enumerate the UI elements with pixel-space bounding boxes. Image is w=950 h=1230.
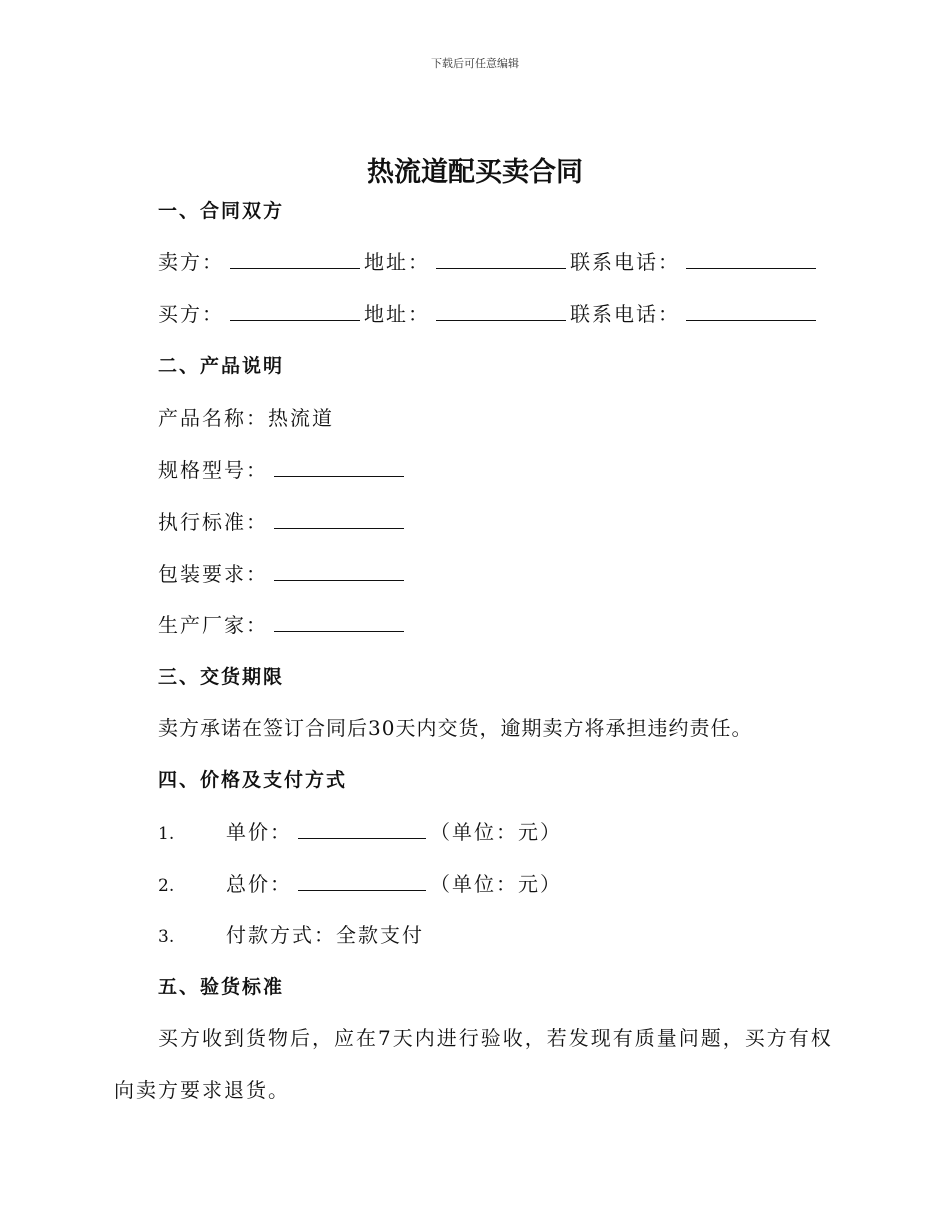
standard-row [158, 508, 408, 536]
spec-label: 规格型号： [158, 458, 268, 482]
seller-row [158, 248, 820, 276]
unit-price-label: 单价： [226, 820, 292, 844]
manufacturer-row [158, 611, 408, 639]
manufacturer-blank [274, 611, 404, 632]
manufacturer-label: 生产厂家： [158, 613, 268, 637]
buyer-address-label: 地址： [364, 302, 430, 326]
seller-phone-label: 联系电话： [570, 250, 680, 274]
product-name-line: 产品名称：热流道 [158, 406, 334, 430]
standard-label: 执行标准： [158, 510, 268, 534]
seller-blank [230, 248, 360, 269]
section-heading-parties: 一、合同双方 [158, 200, 285, 222]
section-heading-payment: 四、价格及支付方式 [158, 769, 348, 791]
list-number: 1. [158, 824, 175, 844]
spec-blank [274, 456, 404, 477]
unit-price-blank [298, 818, 426, 839]
packaging-label: 包装要求： [158, 562, 268, 586]
payment-item-total-price [158, 870, 562, 900]
section-heading-inspection: 五、验货标准 [158, 976, 285, 998]
document-title: 热流道配买卖合同 [367, 157, 583, 188]
delivery-text: 卖方承诺在签订合同后30天内交货，逾期卖方将承担违约责任。 [158, 716, 753, 740]
payment-method-text: 付款方式：全款支付 [226, 923, 424, 947]
standard-blank [274, 508, 404, 529]
section-heading-product: 二、产品说明 [158, 355, 285, 377]
packaging-blank [274, 560, 404, 581]
list-number: 3. [158, 927, 175, 947]
total-price-blank [298, 870, 426, 891]
seller-label: 卖方： [158, 250, 224, 274]
seller-phone-blank [686, 248, 816, 269]
seller-address-label: 地址： [364, 250, 430, 274]
buyer-row [158, 300, 820, 328]
payment-item-method [158, 921, 424, 951]
header-note: 下载后可任意编辑 [431, 57, 519, 70]
buyer-phone-blank [686, 300, 816, 321]
buyer-address-blank [436, 300, 566, 321]
total-price-unit: （单位：元） [430, 872, 562, 896]
list-number: 2. [158, 876, 175, 896]
unit-price-unit: （单位：元） [430, 820, 562, 844]
total-price-label: 总价： [226, 872, 292, 896]
section-heading-delivery: 三、交货期限 [158, 666, 285, 688]
inspection-text: 买方收到货物后，应在7天内进行验收，若发现有质量问题，买方有权向卖方要求退货。 [114, 1026, 833, 1102]
payment-item-unit-price [158, 818, 562, 848]
buyer-blank [230, 300, 360, 321]
buyer-label: 买方： [158, 302, 224, 326]
buyer-phone-label: 联系电话： [570, 302, 680, 326]
seller-address-blank [436, 248, 566, 269]
packaging-row [158, 560, 408, 588]
spec-row [158, 456, 408, 484]
